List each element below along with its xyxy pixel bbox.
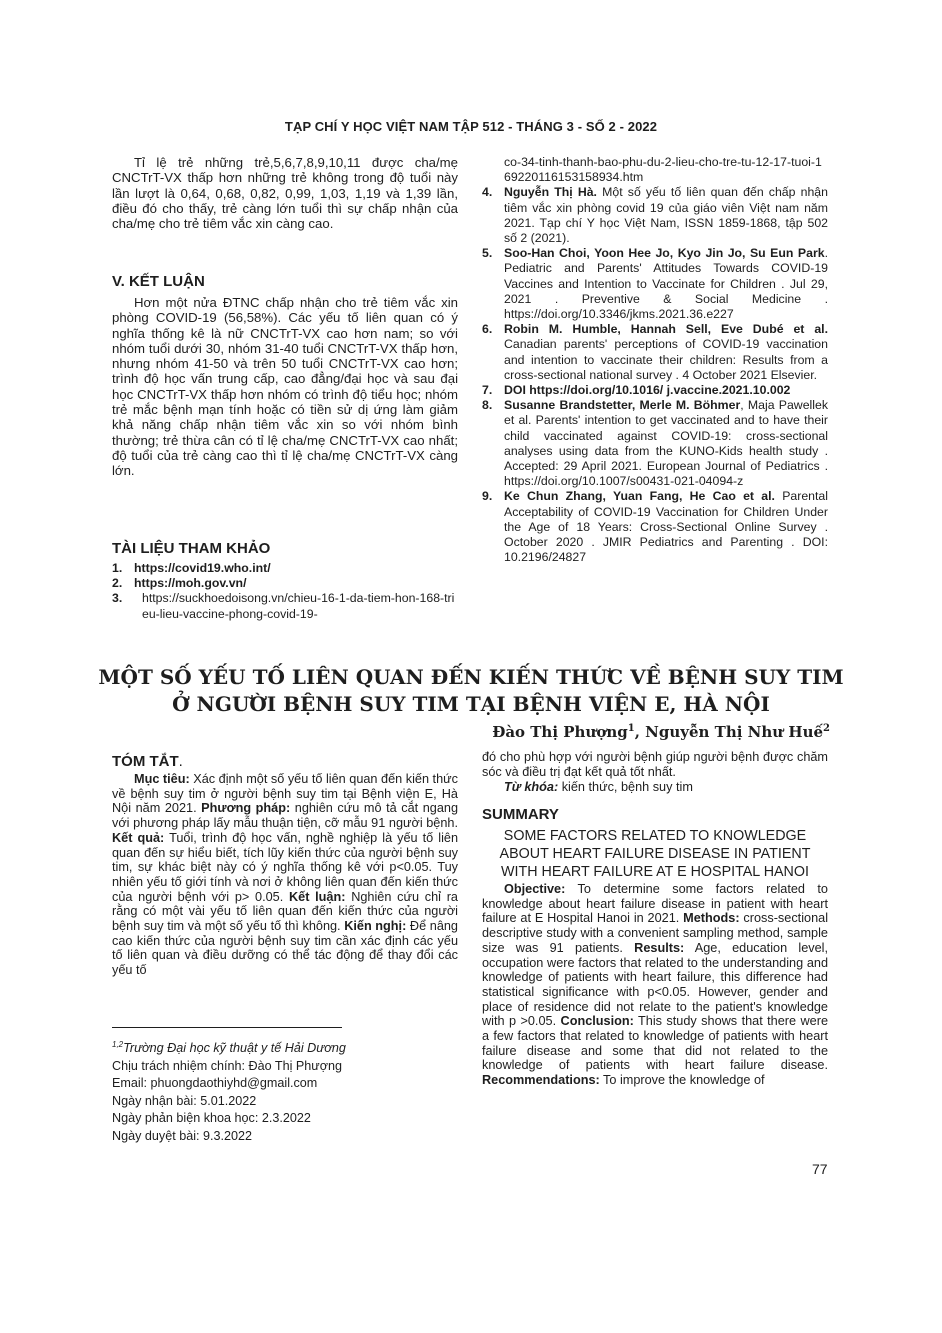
abstract-text: Để nâng cao kiến thức của người bệnh suy tim cần xác định các yếu tố liên quan và điều dưỡng có thể tác động để thay đổi các yếu tố xyxy=(112,919,458,978)
footnote-accepted: Ngày duyệt bài: 9.3.2022 xyxy=(112,1128,253,1143)
reference-number: 4. xyxy=(482,185,493,200)
references-right xyxy=(482,155,828,565)
reference-link[interactable]: https://suckhoedoisong.vn/chieu-16-1-da-tiem-hon-168-trieu-lieu-vaccine-phong-covid-19- xyxy=(142,591,455,621)
footnotes xyxy=(112,1036,458,1145)
article-title-line-2: Ở NGƯỜI BỆNH SUY TIM TẠI BỆNH VIỆN E, HÀ NỘI xyxy=(172,692,770,716)
reference-authors: Nguyễn Thị Hà. xyxy=(504,185,597,200)
reference-authors: Robin M. Humble, Hannah Sell, Eve Dubé et al. xyxy=(504,322,828,337)
footnote-received: Ngày nhận bài: 5.01.2022 xyxy=(112,1093,257,1108)
reference-text: , Maja Pawellek et al. Parents' intention to get vaccinated and to have their child vaccinated against COVID-19: cross-sectional analyses using data from the KUNO-Kids health study . Accepted: 29 April 2021. European Journal of Pediatrics . https://doi.org/10.1007/s00431-021-04094-z xyxy=(504,398,828,489)
abstract-text: To improve the knowledge of xyxy=(599,1073,765,1088)
abstract-text: cross-sectional descriptive study with a convenient sampling method, sample size was 91 patients. xyxy=(482,911,829,955)
reference-item xyxy=(112,561,458,576)
keywords-label: Từ khóa: xyxy=(504,780,559,794)
reference-item xyxy=(482,322,828,383)
author-name: Nguyễn Thị Như Huế xyxy=(645,723,824,741)
vn-abstract-body xyxy=(112,772,458,978)
reference-number: 6. xyxy=(482,322,493,337)
abstract-text: Age, education level, occupation were factors that related to the understanding and knowledge of patients with heart failure, this difference had statistical significance with p<0.05. However, gender and place of residence did not relate to the patient's knowledge with p >0.05. xyxy=(482,940,828,1029)
reference-item xyxy=(482,185,828,246)
reference-item xyxy=(482,383,828,398)
references-heading: TÀI LIỆU THAM KHẢO xyxy=(112,540,271,557)
reference-authors: Susanne Brandstetter, Merle M. Böhmer xyxy=(504,398,741,413)
abstract-text: To determine some factors related to knowledge about heart failure disease in patient with heart failure at E Hospital Hanoi in 2021. xyxy=(482,882,828,926)
abstract-label: Mục tiêu: xyxy=(134,772,190,786)
author-affiliation-mark: 1 xyxy=(627,723,635,734)
footnote-divider xyxy=(112,1027,342,1028)
english-title: SOME FACTORS RELATED TO KNOWLEDGE ABOUT HEART FAILURE DISEASE IN PATIENT WITH HEART FAILURE AT E HOSPITAL HANOI xyxy=(499,828,811,880)
abstract-label: Kết quả: xyxy=(112,830,165,845)
article-title-line-1: MỘT SỐ YẾU TỐ LIÊN QUAN ĐẾN KIẾN THỨC VỀ BỆNH SUY TIM xyxy=(98,665,844,689)
footnote-reviewed: Ngày phản biện khoa học: 2.3.2022 xyxy=(112,1111,311,1126)
abstract-label: Kiến nghị: xyxy=(344,919,407,934)
abstract-text: This study shows that there were a few factors that related to knowledge of patients with heart failure disease and some that did not related to the knowledge of patients with heart failure disease. xyxy=(482,1014,828,1073)
abstract-text: Nghiên cứu chỉ ra rằng có một vài yếu tố liên quan đến kiến thức của người bệnh suy tim và một số yếu tố thì không. xyxy=(112,889,458,934)
reference-number: 2. xyxy=(112,576,123,591)
reference-number: 5. xyxy=(482,246,493,261)
references-left xyxy=(112,561,458,622)
abstract-heading-dot: . xyxy=(178,753,183,770)
reference-number: 1. xyxy=(112,561,123,575)
reference-text: Canadian parents' perceptions of COVID-19 vaccination and intention to vaccinate their children: Results from a cross-sectional national survey . 4 October 2021 Elsevier. xyxy=(504,337,828,382)
journal-header: TẠP CHÍ Y HỌC VIỆT NAM TẬP 512 - THÁNG 3 - SỐ 2 - 2022 xyxy=(284,119,658,134)
page-number: 77 xyxy=(812,1161,828,1177)
affiliation-mark: 1,2 xyxy=(112,1040,124,1049)
en-abstract-body xyxy=(482,882,828,1088)
vn-abstract-continued: đó cho phù hợp với người bệnh giúp người bệnh được chăm sóc và điều trị đạt kết quả tốt nhất. xyxy=(482,750,828,779)
footnote-corresponding: Chịu trách nhiệm chính: Đào Thị Phượng xyxy=(112,1058,342,1073)
reference-item xyxy=(482,398,828,489)
conclusion-heading: V. KẾT LUẬN xyxy=(112,273,205,290)
reference-authors: Ke Chun Zhang, Yuan Fang, He Cao et al. xyxy=(504,489,775,504)
reference-item xyxy=(112,576,458,591)
reference-number: 7. xyxy=(482,383,493,398)
reference-doi-link[interactable]: DOI https://doi.org/10.1016/ j.vaccine.2021.10.002 xyxy=(504,383,791,398)
keywords-text: kiến thức, bệnh suy tim xyxy=(558,780,693,794)
abstract-label: Kết luận: xyxy=(288,889,346,904)
abstract-text: Xác định một số yếu tố liên quan đến kiến thức về bệnh suy tim ở người bệnh suy tim tại Bệnh viện E, Hà Nội năm 2021. xyxy=(112,772,458,816)
prev-article-paragraph: Tỉ lệ trẻ những trẻ,5,6,7,8,9,10,11 được cha/mẹ CNCTrT-VX thấp hơn những trẻ không trong độ tuổi này lần lượt là 0,64, 0,68, 0,82, 0,99, 1,03, 1,19 và 1,39 lần, điều đó cho thấy, trẻ càng lớn tuổi thì sự chấp nhận của cha/mẹ cho trẻ tiêm vắc xin càng cao. xyxy=(112,155,458,232)
abstract-label: Conclusion: xyxy=(560,1014,634,1029)
author-separator: , xyxy=(634,723,646,741)
reference-number: 8. xyxy=(482,398,493,413)
reference-link[interactable]: https://moh.gov.vn/ xyxy=(134,576,247,591)
conclusion-text: Hơn một nửa ĐTNC chấp nhận cho trẻ tiêm vắc xin phòng COVID-19 (56,58%). Các yếu tố liên quan có ý nghĩa thống kê là nữ CNCTrT-VX cao hơn nam; so với nhóm tuổi dưới 30, nhóm 31-40 tuổi CNCTrT-VX thấp hơn, nhưng nhóm 41-50 và trên 50 tuổi CNCTrT-VX cao hơn; trình độ học vấn trung cấp, cao đẳng/đại học và sau đại học CNCTrT-VX thấp hơn nhóm có trình độ tiểu học; nhóm trẻ mắc bệnh mạn tính hoặc có tiền sử dị ứng làm giảm khả năng chấp nhận tiêm vắc xin so với nhóm bình thường; trẻ thừa cân có tỉ lệ cha/mẹ CNCTrT-VX cao nhất; độ tuổi của trẻ càng cao thì tỉ lệ cha/mẹ CNCTrT-VX càng lớn. xyxy=(112,295,458,479)
reference-number: 9. xyxy=(482,489,493,504)
reference-3-continued[interactable]: co-34-tinh-thanh-bao-phu-du-2-lieu-cho-tre-tu-12-17-tuoi-169220116153158934.htm xyxy=(504,155,822,185)
abstract-label: Objective: xyxy=(504,882,566,896)
abstract-text: nghiên cứu mô tả cắt ngang với phương pháp lấy mẫu thuận tiện, cỡ mẫu 91 người bệnh. xyxy=(112,801,459,831)
reference-item xyxy=(482,489,828,565)
abstract-label: Methods: xyxy=(683,911,740,926)
abstract-text: Tuổi, trình độ học vấn, nghề nghiệp là yếu tố liên quan đến sự hiểu biết, tích lũy kiến thức của người bệnh suy tim, sự khác biệt này có ý nghĩa thống kê với p<0.05. Tuy nhiên yếu tố giới tính và nơi ở không liên quan đến kiến thức của người bệnh với p> 0.05. xyxy=(112,830,458,904)
affiliation-text: Trường Đại học kỹ thuật y tế Hải Dương xyxy=(123,1041,346,1056)
reference-text: . Pediatric and Parents' Attitudes Towards COVID-19 Vaccines and Intention to Vaccinate for Children . Jul 29, 2021 . Preventive & Social Medicine . https://doi.org/10.3346/jkms.2021.36.e227 xyxy=(504,246,828,322)
reference-text: Một số yếu tố liên quan đến chấp nhận tiêm vắc xin phòng covid 19 của giáo viên Việt nam năm 2021. Tạp chí Y học Việt Nam, ISSN 1859-1868, tập 502 số 2 (2021). xyxy=(504,185,828,246)
reference-item xyxy=(112,591,458,621)
reference-link[interactable]: https://covid19.who.int/ xyxy=(134,561,271,575)
reference-text: Parental Acceptability of COVID-19 Vaccination for Children Under the Age of 18 Years: Cross-Sectional Online Survey . October 2020 . JMIR Pediatrics and Parenting . DOI: 10.2196/24827 xyxy=(504,489,829,565)
abstract-label: Recommendations: xyxy=(482,1073,600,1088)
abstract-label: Results: xyxy=(634,940,685,955)
footnote-affiliation xyxy=(112,1036,458,1058)
abstract-heading-text: TÓM TẮT xyxy=(112,753,179,770)
author-name: Đào Thị Phượng xyxy=(492,723,628,741)
reference-number: 3. xyxy=(112,591,123,606)
abstract-heading xyxy=(112,753,183,770)
abstract-label: Phương pháp: xyxy=(201,801,291,816)
author-affiliation-mark: 2 xyxy=(823,723,830,734)
reference-item xyxy=(482,246,828,322)
footnote-email[interactable]: Email: phuongdaothiyhd@gmail.com xyxy=(112,1076,318,1091)
summary-heading: SUMMARY xyxy=(482,806,559,823)
keywords xyxy=(482,780,828,795)
reference-authors: Soo-Han Choi, Yoon Hee Jo, Kyo Jin Jo, Su Eun Park xyxy=(504,246,825,261)
article-authors xyxy=(492,723,830,741)
